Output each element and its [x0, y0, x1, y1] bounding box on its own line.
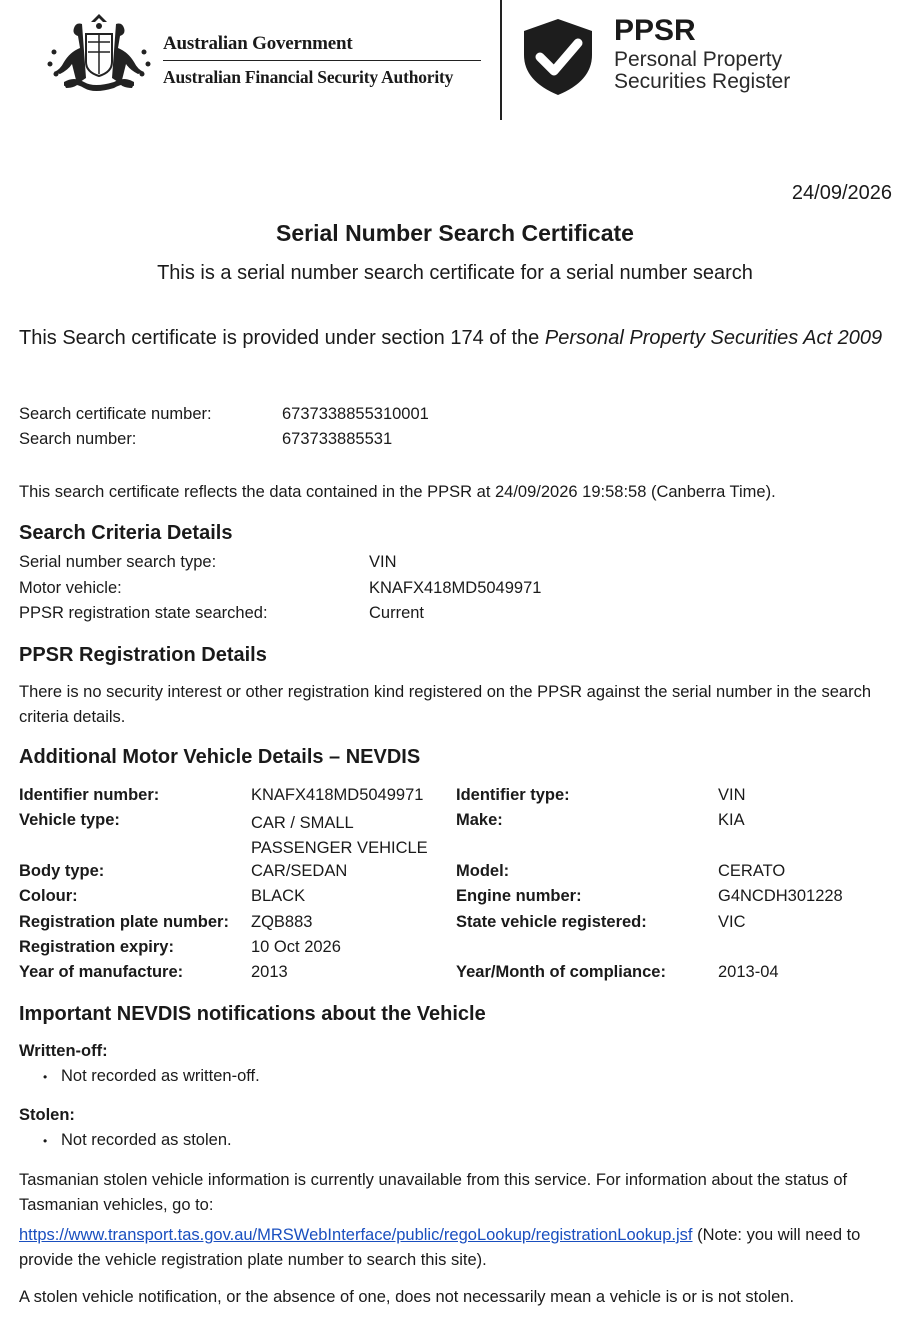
coat-of-arms-icon: [44, 12, 154, 96]
vehicle-detail-value: 2013: [251, 963, 288, 981]
tasmania-info-text: Tasmanian stolen vehicle information is currently unavailable from this service. For information about the status of Tasmanian vehicles, go to:: [19, 1171, 848, 1214]
search-number-label: Search number:: [19, 430, 137, 448]
vehicle-detail-value: KNAFX418MD5049971: [251, 786, 424, 804]
page-subtitle: This is a serial number search certificate for a serial number search: [157, 262, 753, 284]
vehicle-detail-value: VIC: [718, 913, 746, 931]
written-off-status: Not recorded as written-off.: [61, 1067, 260, 1085]
provision-text: This Search certificate is provided under section 174 of the: [19, 327, 540, 349]
bullet-icon: •: [43, 1134, 48, 1148]
vehicle-detail-label: Make:: [456, 811, 503, 829]
vehicle-detail-label: Identifier number:: [19, 786, 160, 804]
tasmania-lookup-link[interactable]: https://www.transport.tas.gov.au/MRSWebInterface/public/regoLookup/registrationLookup.jsf: [19, 1226, 693, 1244]
criteria-label: Serial number search type:: [19, 553, 217, 571]
stolen-disclaimer: A stolen vehicle notification, or the absence of one, does not necessarily mean a vehicle is or is not stolen.: [19, 1288, 795, 1306]
vehicle-detail-label: Year of manufacture:: [19, 963, 184, 981]
nevdis-heading: Additional Motor Vehicle Details – NEVDIS: [19, 746, 421, 768]
ppsr-logo-subtitle-1: Personal Property: [614, 48, 783, 71]
vehicle-detail-label: Identifier type:: [456, 786, 570, 804]
vehicle-detail-label: Colour:: [19, 887, 78, 905]
authority-name: Australian Financial Security Authority: [163, 67, 454, 87]
legal-provision-text: [19, 326, 894, 351]
vehicle-detail-label: Registration plate number:: [19, 913, 229, 931]
vehicle-detail-label: Registration expiry:: [19, 938, 174, 956]
cert-number-value: 6737338855310001: [282, 405, 429, 423]
criteria-value: Current: [369, 604, 425, 622]
vehicle-detail-value: CERATO: [718, 862, 786, 880]
criteria-label: Motor vehicle:: [19, 579, 122, 597]
criteria-label: PPSR registration state searched:: [19, 604, 268, 622]
header-divider: [500, 0, 502, 120]
page-title: Serial Number Search Certificate: [276, 220, 634, 246]
registration-heading: PPSR Registration Details: [19, 644, 267, 666]
act-name: Personal Property Securities Act 2009: [544, 327, 883, 349]
stolen-status: Not recorded as stolen.: [61, 1131, 232, 1149]
vehicle-detail-value: 2013-04: [718, 963, 779, 981]
notifications-heading: Important NEVDIS notifications about the Vehicle: [19, 1003, 486, 1025]
cert-number-label: Search certificate number:: [19, 405, 212, 423]
header-rule: [163, 60, 481, 61]
criteria-heading: Search Criteria Details: [19, 522, 233, 544]
ppsr-logo-title: PPSR: [614, 14, 696, 47]
vehicle-detail-value: ZQB883: [251, 913, 313, 931]
vehicle-detail-value: VIN: [718, 786, 746, 804]
vehicle-detail-label: Model:: [456, 862, 510, 880]
search-number-value: 673733885531: [282, 430, 393, 448]
certificate-date: 24/09/2026: [791, 182, 892, 204]
vehicle-detail-value: CAR / SMALL PASSENGER VEHICLE: [251, 814, 428, 857]
tasmania-note: (Note: you will need to provide the vehicle registration plate number to search this site).: [19, 1226, 861, 1269]
shield-check-icon: [518, 17, 598, 97]
vehicle-detail-value: 10 Oct 2026: [251, 938, 341, 956]
vehicle-detail-label: Body type:: [19, 862, 105, 880]
vehicle-detail-label: Year/Month of compliance:: [456, 963, 666, 981]
data-reflection-text: This search certificate reflects the data contained in the PPSR at 24/09/2026 19:58:58 (Canberra Time).: [19, 483, 776, 501]
registration-text: There is no security interest or other registration kind registered on the PPSR against the serial number in the search criteria details.: [19, 683, 872, 726]
vehicle-detail-value: CAR/SEDAN: [251, 862, 348, 880]
vehicle-detail-value: KIA: [718, 811, 745, 829]
vehicle-detail-label: Vehicle type:: [19, 811, 120, 829]
tasmania-link-paragraph: [19, 1223, 889, 1273]
ppsr-logo-subtitle-2: Securities Register: [614, 70, 791, 93]
vehicle-detail-label: State vehicle registered:: [456, 913, 647, 931]
vehicle-detail-value: G4NCDH301228: [718, 887, 843, 905]
government-name: Australian Government: [163, 33, 353, 54]
vehicle-detail-label: Engine number:: [456, 887, 582, 905]
written-off-label: Written-off:: [19, 1042, 108, 1060]
stolen-label: Stolen:: [19, 1106, 75, 1124]
bullet-icon: •: [43, 1070, 48, 1084]
criteria-value: VIN: [369, 553, 397, 571]
vehicle-detail-value: BLACK: [251, 887, 306, 905]
criteria-value: KNAFX418MD5049971: [369, 579, 542, 597]
